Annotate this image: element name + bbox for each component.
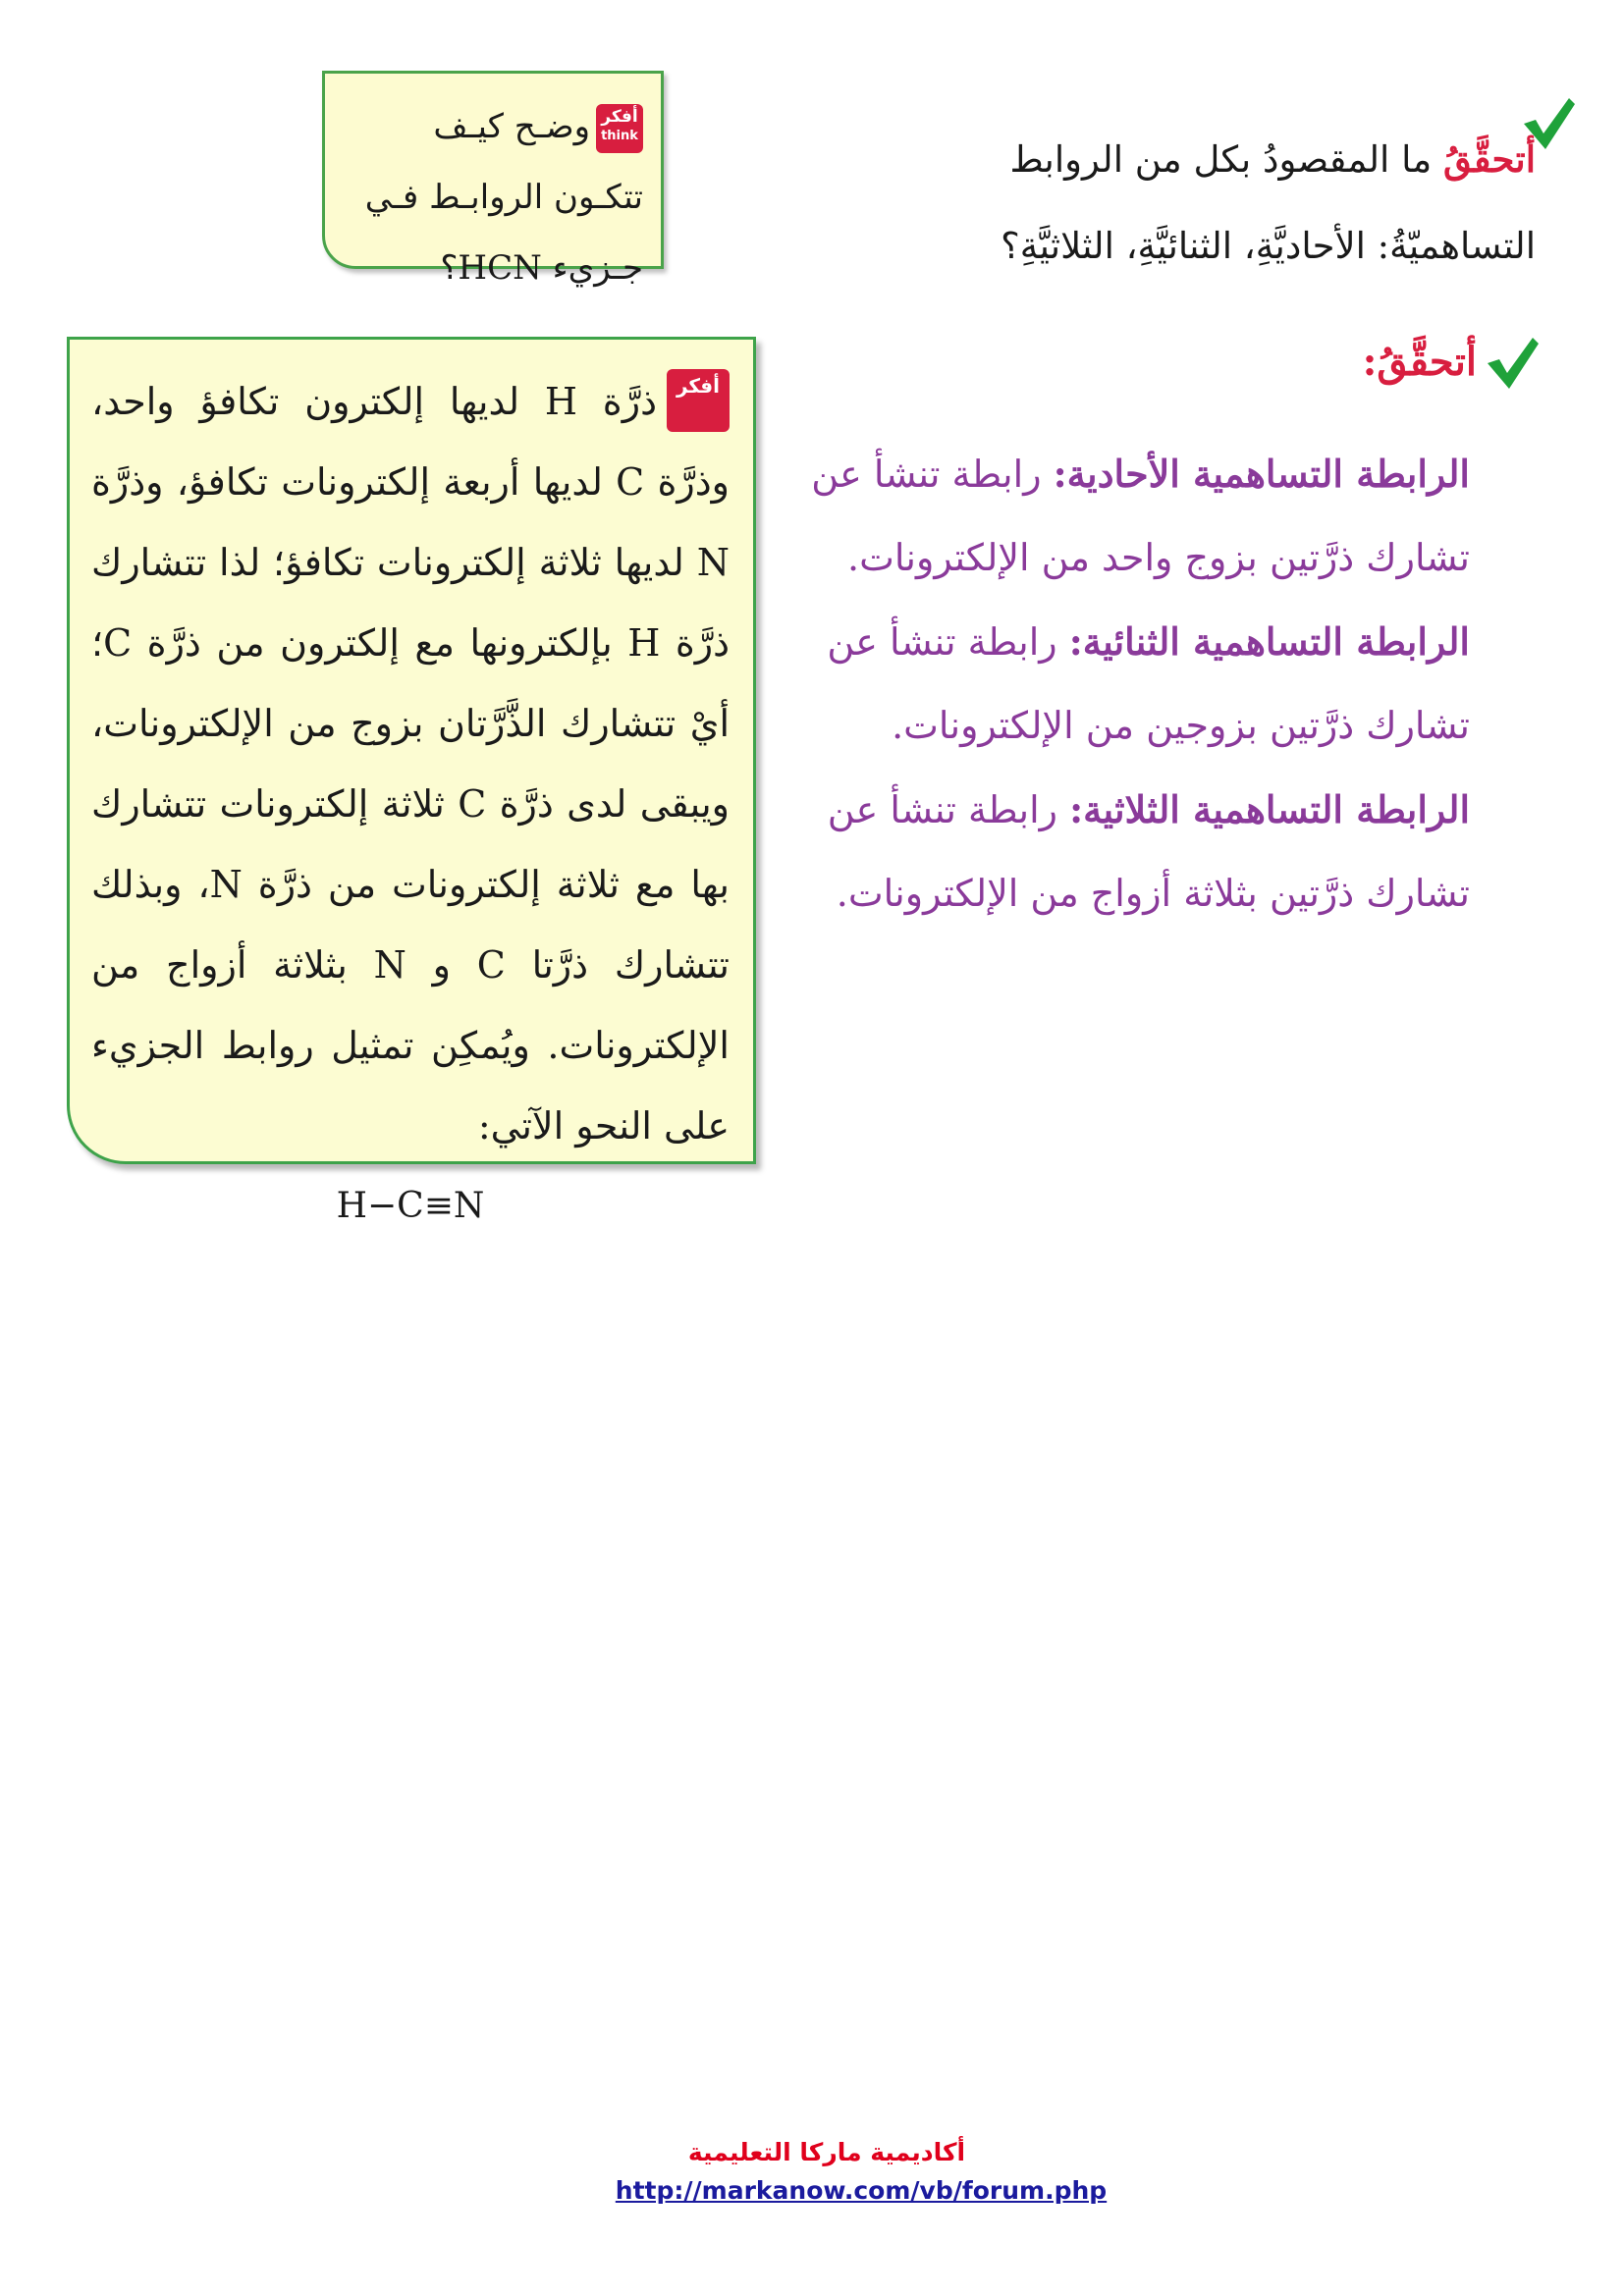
footer-link[interactable]: http://markanow.com/vb/forum.php <box>615 2176 1108 2205</box>
think-box-answer <box>67 337 756 1226</box>
answer-item <box>792 432 1470 600</box>
question-text: ما المقصودُ بكل من الروابط التساهميّةُ: الأحاديَّةِ، الثنائيَّةِ، الثلاثيَّةِ؟ <box>1001 138 1536 267</box>
footer-name: أكاديمية ماركا التعليمية <box>687 2138 966 2166</box>
answer-list <box>792 432 1470 935</box>
check-icon <box>1484 334 1541 391</box>
answer-term: الرابطة التساهمية الثنائية: <box>1068 619 1470 664</box>
answer-item <box>792 768 1470 935</box>
answer-term: الرابطة التساهمية الثلاثية: <box>1069 787 1470 831</box>
think-answer-text: ذرَّة H لديها إلكترون تكافؤ واحد، وذرَّة C لديها أربعة إلكترونات تكافؤ، وذرَّة N لديها ثلاثة إلكترونات تكافؤ؛ لذا تتشارك ذرَّة H بإلكترونها مع إلكترون من ذرَّة C؛ أيْ تتشارك الذَّرَّتان بزوج من الإلكترونات، ويبقى لدى ذرَّة C ثلاثة إلكترونات تتشارك بها مع ثلاثة إلكترونات من ذرَّة N، وبذلك تتشارك ذرَّتا C و N بثلاثة أزواج من الإلكترونات. ويُمكِن تمثيل روابط الجزيء على النحو الآتي: <box>91 380 731 1148</box>
think-small-text: وضـح كيـف تتكـون الروابـط فـي جـزيء HCN؟ <box>364 107 643 288</box>
answer-text: رابطة تنشأ عن تشارك ذرَّتين بزوج واحد من الإلكترونات. <box>811 453 1470 579</box>
badge-ar: أفكر <box>601 107 638 127</box>
question <box>858 116 1536 290</box>
answer-item <box>792 600 1470 768</box>
think-badge-icon <box>596 104 643 153</box>
answer-term: الرابطة التساهمية الأحادية: <box>1053 452 1470 496</box>
footer <box>0 2138 1624 2205</box>
question-label: أتحقَّقُ <box>1442 137 1536 181</box>
hcn-formula: H−C≡N <box>336 1186 485 1226</box>
think-box-small <box>322 71 664 288</box>
answer-text: رابطة تنشأ عن تشارك ذرَّتين بزوجين من الإلكترونات. <box>827 620 1470 747</box>
badge-en: think <box>601 129 638 143</box>
answer-title: أتحقَّقُ: <box>1362 339 1477 385</box>
answer-text: رابطة تنشأ عن تشارك ذرَّتين بثلاثة أزواج من الإلكترونات. <box>827 788 1470 915</box>
think-badge-icon: أفكر <box>667 369 730 432</box>
